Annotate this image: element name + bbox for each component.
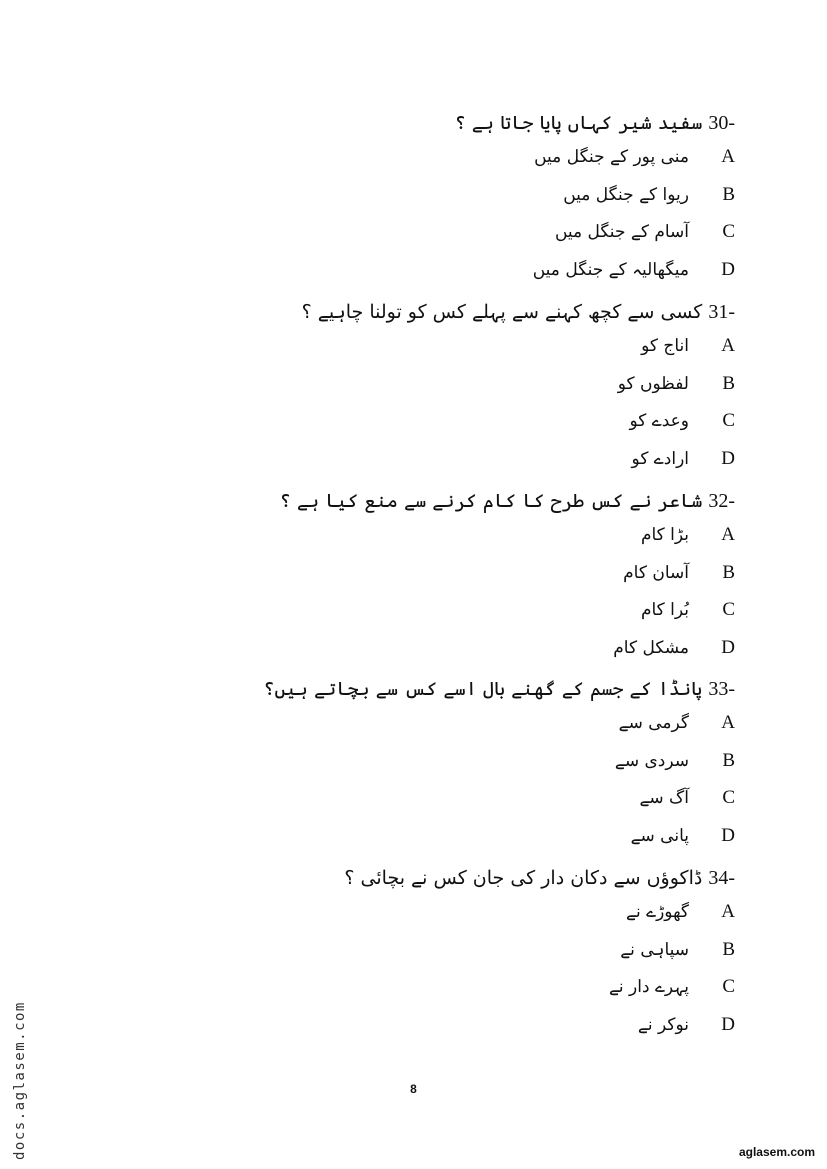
option-d [215, 817, 735, 855]
option-text: آسام کے جنگل میں [554, 222, 689, 242]
option-b [215, 176, 735, 214]
side-watermark: docs.aglasem.com [12, 1001, 28, 1160]
question-33 [215, 674, 735, 854]
option-text: میگھالیہ کے جنگل میں [532, 259, 689, 280]
option-c [215, 213, 735, 251]
question-line [215, 108, 735, 138]
option-b [215, 365, 735, 403]
question-number: 32- [708, 490, 735, 512]
option-letter: D [721, 824, 735, 846]
option-d [215, 440, 735, 478]
question-text: کسی سے کچھ کہنے سے پہلے کس کو تولنا چاہیے ؟ [301, 301, 703, 323]
question-text: شاعر نے کس طرح کا کام کرنے سے منع کیا ہے ؟ [279, 490, 703, 512]
question-text: پانڈا کے جسم کے گھنے بال اسے کس سے بچاتے ہیں؟ [263, 678, 703, 700]
question-line [215, 486, 735, 516]
option-text: پہرے دار نے [608, 977, 689, 997]
option-text: سردی سے [614, 750, 689, 771]
option-b [215, 554, 735, 592]
footer-brand: aglasem.com [738, 1145, 815, 1159]
option-b [215, 931, 735, 969]
question-32 [215, 486, 735, 666]
question-31 [215, 297, 735, 477]
option-text: منی پور کے جنگل میں [534, 147, 689, 167]
option-text: مشکل کام [613, 637, 689, 658]
option-letter: A [721, 901, 735, 922]
option-letter: C [722, 599, 735, 620]
question-number: 34- [708, 867, 735, 889]
option-letter: A [721, 335, 735, 356]
option-letter: B [722, 183, 735, 205]
question-text: سفید شیر کہاں پایا جاتا ہے ؟ [454, 112, 703, 134]
option-letter: D [721, 447, 735, 469]
page-number: 8 [410, 1082, 417, 1096]
option-text: گھوڑے نے [626, 902, 689, 922]
option-c [215, 968, 735, 1006]
option-letter: C [722, 410, 735, 431]
question-30 [215, 108, 735, 288]
option-a [215, 138, 735, 176]
option-text: اناج کو [641, 336, 689, 356]
option-letter: B [722, 938, 735, 960]
option-letter: B [722, 561, 735, 583]
option-letter: A [721, 524, 735, 545]
option-letter: D [721, 258, 735, 280]
option-d [215, 1006, 735, 1044]
option-c [215, 779, 735, 817]
option-letter: D [721, 636, 735, 658]
option-letter: D [721, 1013, 735, 1035]
question-line [215, 863, 735, 893]
option-text: نوکر نے [637, 1014, 689, 1035]
question-number: 30- [708, 112, 735, 134]
question-line [215, 674, 735, 704]
option-a [215, 893, 735, 931]
option-text: پانی سے [630, 825, 689, 846]
option-text: آگ سے [639, 788, 689, 808]
question-number: 33- [708, 678, 735, 700]
option-letter: C [722, 787, 735, 808]
option-letter: B [722, 372, 735, 394]
option-letter: C [722, 976, 735, 997]
option-text: ارادے کو [631, 448, 689, 469]
option-text: بڑا کام [640, 525, 689, 545]
option-letter: A [721, 146, 735, 167]
option-d [215, 629, 735, 667]
option-text: لفظوں کو [617, 373, 689, 394]
option-a [215, 327, 735, 365]
question-line [215, 297, 735, 327]
option-text: سپاہی نے [620, 939, 689, 960]
option-c [215, 591, 735, 629]
option-a [215, 704, 735, 742]
option-text: گرمی سے [618, 713, 689, 733]
option-letter: A [721, 712, 735, 733]
question-number: 31- [708, 301, 735, 323]
option-letter: B [722, 749, 735, 771]
option-b [215, 742, 735, 780]
option-text: ریوا کے جنگل میں [563, 184, 689, 205]
question-34 [215, 863, 735, 1043]
question-text: ڈاکوؤں سے دکان دار کی جان کس نے بچائی ؟ [344, 867, 703, 889]
option-text: بُرا کام [640, 600, 689, 620]
option-letter: C [722, 221, 735, 242]
option-text: وعدے کو [629, 411, 689, 431]
option-a [215, 516, 735, 554]
option-d [215, 251, 735, 289]
option-text: آسان کام [623, 562, 689, 583]
option-c [215, 402, 735, 440]
